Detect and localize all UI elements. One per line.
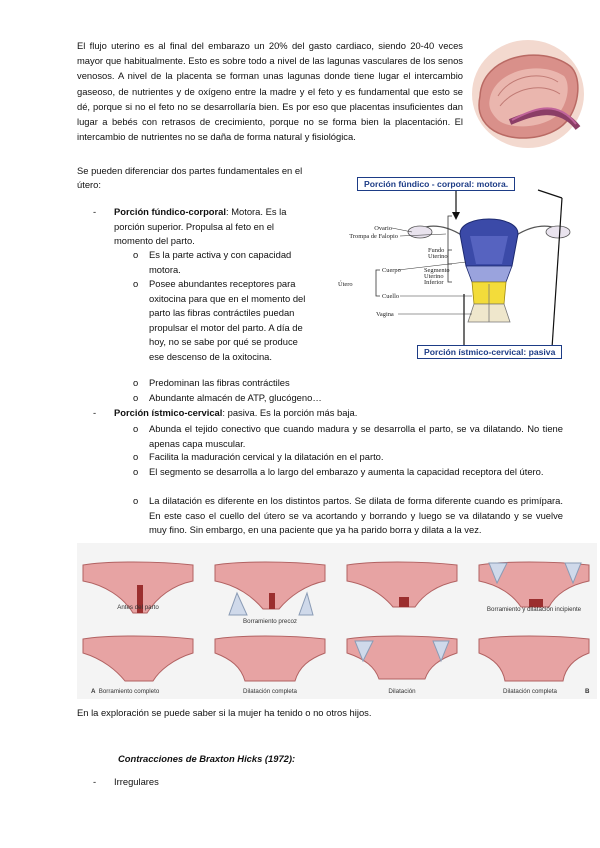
label-fundico-corporal: Porción fúndico - corporal: motora. xyxy=(357,177,515,191)
bullet: o xyxy=(133,451,139,462)
caption-6: Dilatación xyxy=(388,688,416,695)
part2-sub-1: Abunda el tejido conectivo que cuando madura y se desarrolla el parto, se va dilatando. No tiene apenas capa muscular. xyxy=(149,423,563,449)
label-istmico-cervical: Porción ístmico-cervical: pasiva xyxy=(417,345,562,359)
part1-item xyxy=(114,205,310,249)
panel-b-label: B xyxy=(585,688,590,695)
intro-paragraph: El flujo uterino es al final del embarazo un 20% del gasto cardiaco, siendo 20-40 veces mayor que habitualmente. Esto es sobre todo a nivel de las lagunas vasculares de los senos venosos. A nivel de la placenta se forman unas lagunas donde tiene lugar el intercambio gaseoso, de nutrientes y de oxígeno entre la madre y el feto y es fundamental que esto se dé, porque si no el feto no se desarrollaría bien. Es por eso que placentas insuficientes dan lugar a bebés con retrasos de crecimiento, porque no se forma bien la placentación. El intercambio de nutrientes no se daña de forma natural y fisiológica. xyxy=(77,40,463,143)
part2-sub-3: El segmento se desarrolla a lo largo del embarazo y aumenta la capacidad receptora del útero. xyxy=(149,466,544,477)
label-ovario: Ovario xyxy=(374,225,392,232)
caption-3: Borramiento y dilatación incipiente xyxy=(486,606,582,613)
bullet: o xyxy=(133,495,139,506)
braxton-item-1: Irregulares xyxy=(114,776,159,787)
cervix-dilation-figure xyxy=(77,543,597,699)
label-uterino2: Uterino xyxy=(424,273,444,280)
part2-sub-4: La dilatación es diferente en los distintos partos. Se dilata de forma diferente cuando es primípara. En este caso el cuello del útero se va acortando y borrando y luego se va dilatando y se vuelve muy fino. Sin embargo, en una paciente que ya ha parido borra y dilata a la vez. xyxy=(149,495,563,536)
part1-sub-1: Es la parte activa y con capacidad motora. xyxy=(149,249,292,275)
uterus-illustration xyxy=(470,36,586,152)
part2-title: Porción ístmico-cervical xyxy=(114,407,223,418)
exploration-text: En la exploración se puede saber si la mujer ha tenido o no otros hijos. xyxy=(77,707,372,718)
label-cuerpo: Cuerpo xyxy=(382,267,401,274)
bullet: o xyxy=(133,377,139,388)
bullet: o xyxy=(133,249,139,260)
label-utero: Útero xyxy=(338,281,353,288)
part1-sub-2: Posee abundantes receptores para oxitocina para que en el momento del parto las fibras contráctiles puedan propulsar el motor del parto. A día de hoy, no se sabe por qué se produce ese descenso de la oxitocina. xyxy=(149,278,306,362)
label-uterino1: Uterino xyxy=(428,253,448,260)
caption-1: Antes del parto xyxy=(117,604,159,611)
caption-2: Borramiento precoz xyxy=(243,618,297,625)
label-cuello: Cuello xyxy=(382,293,400,300)
part2-text: : pasiva. Es la porción más baja. xyxy=(222,407,358,418)
caption-5: Dilatación completa xyxy=(243,688,297,695)
part1-sub-3: Predominan las fibras contráctiles xyxy=(149,377,290,388)
bullet: o xyxy=(133,466,139,477)
label-inferior: Inferior xyxy=(424,279,444,286)
dash-bullet: - xyxy=(93,776,97,787)
label-segmento: Segmento xyxy=(424,267,450,274)
label-trompa: Trompa de Falopio xyxy=(349,233,398,240)
dash-bullet: - xyxy=(93,206,97,217)
caption-7: Dilatación completa xyxy=(503,688,557,695)
dash-bullet: - xyxy=(93,407,97,418)
part2-item xyxy=(114,406,514,421)
label-vagina: Vagina xyxy=(376,311,394,318)
bullet: o xyxy=(133,423,139,434)
label-fundo: Fundo xyxy=(428,247,445,254)
part1-sub-4: Abundante almacén de ATP, glucógeno… xyxy=(149,392,322,403)
panel-a-label: A xyxy=(91,688,96,695)
bullet: o xyxy=(133,392,139,403)
braxton-heading: Contracciones de Braxton Hicks (1972): xyxy=(118,753,296,764)
bullet: o xyxy=(133,278,139,289)
part1-text: : Motora. Es la porción superior. Propulsa al feto en el momento del parto. xyxy=(114,206,287,247)
uterus-anatomy-diagram xyxy=(316,172,576,368)
lead-sentence: Se pueden diferenciar dos partes fundamentales en el útero: xyxy=(77,165,303,190)
part2-sub-2: Facilita la maduración cervical y la dilatación en el parto. xyxy=(149,451,384,462)
caption-4: Borramiento completo xyxy=(98,688,160,695)
part1-title: Porción fúndico-corporal xyxy=(114,206,226,217)
